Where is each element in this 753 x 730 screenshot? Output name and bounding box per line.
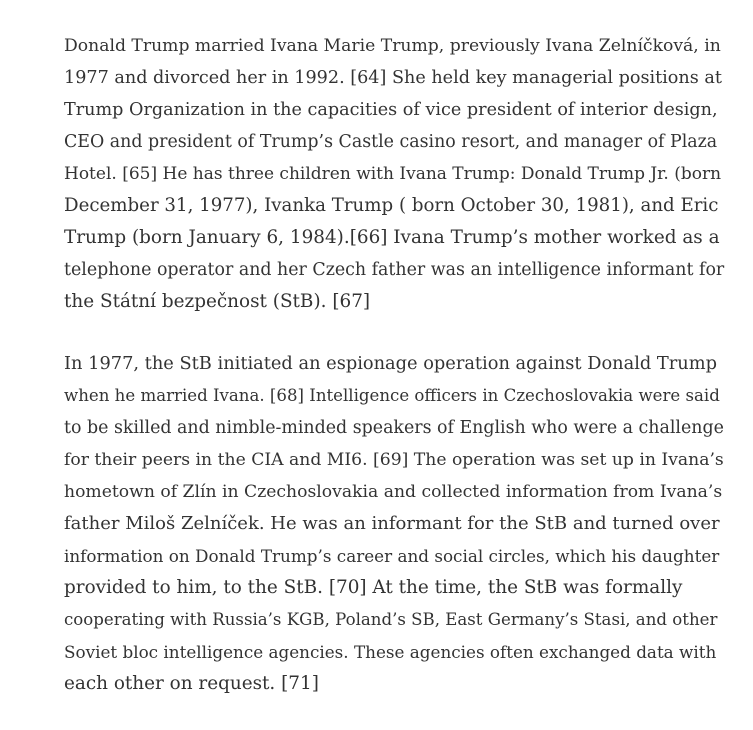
- text-line: Trump (born January 6, 1984).[66] Ivana Trump’s mother worked as a: [64, 227, 720, 248]
- text-line: provided to him, to the StB. [70] At the time, the StB was formally: [64, 577, 683, 598]
- text-line: CEO and president of Trump’s Castle casino resort, and manager of Plaza: [64, 132, 718, 152]
- text-line: the Státní bezpečnost (StB). [67]: [64, 291, 371, 312]
- text-line: when he married Ivana. [68] Intelligence officers in Czechoslovakia were said: [64, 386, 720, 405]
- text-line: Soviet bloc intelligence agencies. These agencies often exchanged data with: [64, 642, 717, 662]
- text-line: for their peers in the CIA and MI6. [69] The operation was set up in Ivana’s: [64, 450, 724, 470]
- paragraph-marriage: [64, 30, 724, 318]
- text-line: In 1977, the StB initiated an espionage operation against Donald Trump: [64, 353, 717, 374]
- text-line: 1977 and divorced her in 1992. [64] She held key managerial positions at: [64, 68, 722, 88]
- paragraph-espionage: [64, 348, 724, 700]
- text-line: hometown of Zlín in Czechoslovakia and collected information from Ivana’s: [64, 482, 723, 502]
- text-line: Trump Organization in the capacities of vice president of interior design,: [64, 100, 718, 120]
- text-line: to be skilled and nimble-minded speakers of English who were a challenge: [64, 418, 724, 438]
- text-line: father Miloš Zelníček. He was an informant for the StB and turned over: [64, 513, 720, 534]
- text-line: telephone operator and her Czech father was an intelligence informant for: [64, 260, 725, 280]
- text-line: each other on request. [71]: [64, 673, 319, 694]
- article-body: [64, 30, 724, 730]
- text-line: Hotel. [65] He has three children with Ivana Trump: Donald Trump Jr. (born: [64, 164, 722, 184]
- text-line: Donald Trump married Ivana Marie Trump, previously Ivana Zelníčková, in: [64, 36, 721, 56]
- text-line: cooperating with Russia’s KGB, Poland’s SB, East Germany’s Stasi, and other: [64, 610, 718, 629]
- text-line: information on Donald Trump’s career and social circles, which his daughter: [64, 546, 720, 566]
- text-line: December 31, 1977), Ivanka Trump ( born October 30, 1981), and Eric: [64, 195, 719, 216]
